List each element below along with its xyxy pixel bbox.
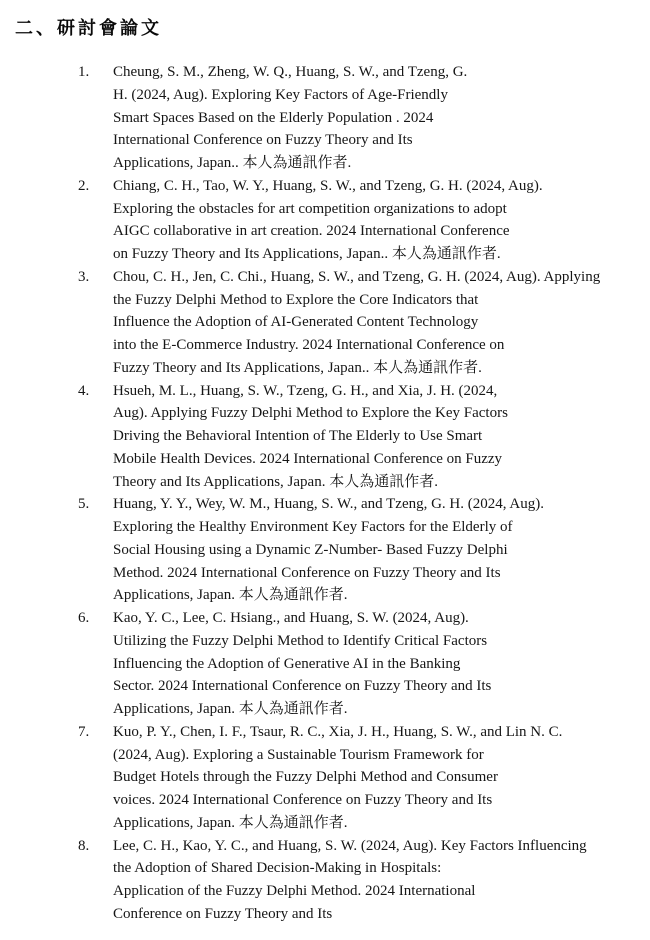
citation-line: Influencing the Adoption of Generative AI in the Banking <box>113 655 461 672</box>
citation-line: Cheung, S. M., Zheng, W. Q., Huang, S. W., and Tzeng, G. <box>113 64 468 80</box>
citation-line: Chou, C. H., Jen, C. Chi., Huang, S. W., and Tzeng, G. H. (2024, Aug). Applying <box>113 268 601 285</box>
citation-line: Huang, Y. Y., Wey, W. M., Huang, S. W., and Tzeng, G. H. (2024, Aug). <box>113 496 545 513</box>
citation-line: Sector. 2024 International Conference on Fuzzy Theory and Its <box>113 678 492 695</box>
citation-line: the Fuzzy Delphi Method to Explore the Core Indicators that <box>113 291 479 308</box>
publication-number: 8. <box>78 837 90 854</box>
section-heading: 二、研討會論文 <box>15 18 162 38</box>
citation-line: Driving the Behavioral Intention of The Elderly to Use Smart <box>113 428 483 444</box>
publication-item <box>78 61 650 175</box>
citation-line: Influence the Adoption of AI-Generated Content Technology <box>113 314 479 331</box>
citation-line: Chiang, C. H., Tao, W. Y., Huang, S. W., and Tzeng, G. H. (2024, Aug). <box>113 177 543 194</box>
citation-line: the Adoption of Shared Decision-Making in Hospitals: <box>113 860 442 877</box>
citation-line: Mobile Health Devices. 2024 International Conference on Fuzzy <box>113 450 503 467</box>
publication-item <box>78 175 650 266</box>
citation-line: Social Housing using a Dynamic Z-Number- Based Fuzzy Delphi <box>113 541 508 558</box>
citation-line: AIGC collaborative in art creation. 2024 International Conference <box>113 223 510 240</box>
citation-line: Theory and Its Applications, Japan. 本人為通訊作者. <box>113 473 438 490</box>
citation-line: Aug). Applying Fuzzy Delphi Method to Explore the Key Factors <box>113 405 508 422</box>
publication-list <box>0 61 650 926</box>
citation-line: International Conference on Fuzzy Theory and Its <box>113 132 413 149</box>
citation-line: Application of the Fuzzy Delphi Method. 2024 International <box>113 883 476 899</box>
citation-line: Budget Hotels through the Fuzzy Delphi Method and Consumer <box>113 769 498 786</box>
citation-line: Applications, Japan. 本人為通訊作者. <box>113 814 348 831</box>
publication-number: 2. <box>78 177 90 194</box>
citation-line: Fuzzy Theory and Its Applications, Japan.. 本人為通訊作者. <box>113 359 482 376</box>
citation-line: Utilizing the Fuzzy Delphi Method to Identify Critical Factors <box>113 632 488 649</box>
publication-citation <box>113 721 650 835</box>
publication-number: 5. <box>78 496 90 513</box>
citation-line: Lee, C. H., Kao, Y. C., and Huang, S. W. (2024, Aug). Key Factors Influencing <box>113 837 587 854</box>
publication-item <box>78 835 650 926</box>
publication-item <box>78 380 650 494</box>
publication-number: 6. <box>78 610 90 626</box>
publication-citation <box>113 61 650 175</box>
citation-line: Exploring the obstacles for art competition organizations to adopt <box>113 200 507 217</box>
citation-line: Kuo, P. Y., Chen, I. F., Tsaur, R. C., Xia, J. H., Huang, S. W., and Lin N. C. <box>113 723 563 740</box>
citation-line: Smart Spaces Based on the Elderly Population . 2024 <box>113 109 434 126</box>
publication-item <box>78 493 650 607</box>
citation-line: Applications, Japan.. 本人為通訊作者. <box>113 155 352 171</box>
publication-citation <box>113 835 650 926</box>
publication-citation <box>113 380 650 494</box>
publication-citation <box>113 607 650 721</box>
publication-item <box>78 266 650 380</box>
citation-line: Exploring the Healthy Environment Key Factors for the Elderly of <box>113 519 513 535</box>
citation-line: on Fuzzy Theory and Its Applications, Japan.. 本人為通訊作者. <box>113 246 501 262</box>
citation-line: Applications, Japan. 本人為通訊作者. <box>113 587 348 604</box>
citation-line: Hsueh, M. L., Huang, S. W., Tzeng, G. H., and Xia, J. H. (2024, <box>113 382 498 399</box>
citation-line: Kao, Y. C., Lee, C. Hsiang., and Huang, S. W. (2024, Aug). <box>113 610 469 626</box>
publication-item <box>78 607 650 721</box>
citation-line: into the E-Commerce Industry. 2024 International Conference on <box>113 337 505 353</box>
publication-number: 7. <box>78 723 90 740</box>
citation-line: H. (2024, Aug). Exploring Key Factors of Age-Friendly <box>113 86 448 103</box>
publication-number: 1. <box>78 64 90 80</box>
citation-line: voices. 2024 International Conference on Fuzzy Theory and Its <box>113 792 493 808</box>
citation-line: (2024, Aug). Exploring a Sustainable Tourism Framework for <box>113 746 484 763</box>
citation-line: Conference on Fuzzy Theory and Its <box>113 905 333 922</box>
citation-line: Method. 2024 International Conference on Fuzzy Theory and Its <box>113 564 501 581</box>
publication-number: 3. <box>78 268 90 285</box>
publication-citation <box>113 266 650 380</box>
publication-citation <box>113 175 650 266</box>
citation-line: Applications, Japan. 本人為通訊作者. <box>113 701 348 717</box>
publication-item <box>78 721 650 835</box>
publication-number: 4. <box>78 382 90 399</box>
publication-citation <box>113 493 650 607</box>
